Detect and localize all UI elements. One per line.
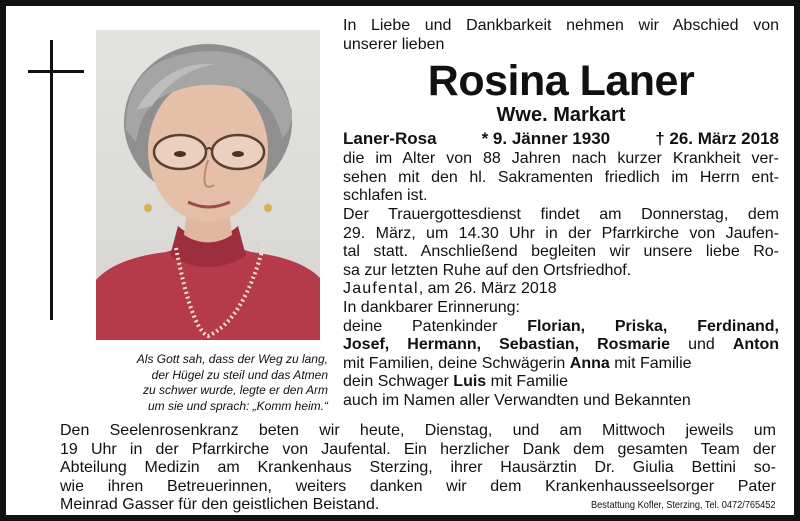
death-date: † 26. März 2018: [655, 129, 779, 149]
text-fragment: und: [670, 336, 733, 354]
service-paragraph: [343, 206, 779, 280]
text-line: sa zur letzten Ruhe auf den Ortsfriedhof.: [343, 261, 632, 279]
intro-line: unserer lieben: [343, 35, 445, 53]
text-fragment: mit Familie: [609, 354, 692, 372]
text-line: Der Trauergottesdienst findet am Donnerstag, dem: [343, 205, 779, 223]
quote-line: der Hügel zu steil und das Atmen: [151, 367, 328, 382]
sister-in-law-name: Anna: [569, 354, 610, 372]
relatives-line: auch im Namen aller Verwandten und Bekannten: [343, 391, 691, 409]
text-line: Abteilung Medizin am Krankenhaus Sterzing, ihrer Hausärztin Dr. Giulia Bettini so-: [60, 459, 776, 477]
portrait-photo: [96, 30, 320, 340]
text-line: Meinrad Gasser für den geistlichen Beistand.: [60, 496, 380, 514]
godchildren-names: Florian, Priska, Ferdinand,: [527, 317, 779, 335]
notice-text-column: [343, 17, 779, 411]
death-paragraph: [343, 150, 779, 206]
text-line: wie ihren Betreuerinnen, weiters danken wir dem Krankenhausseelsorger Pater: [60, 477, 776, 495]
mourners-list: [343, 318, 779, 411]
quote-line: Als Gott sah, dass der Weg zu lang,: [136, 352, 328, 366]
place-date: [343, 280, 779, 299]
quote-line: um sie und sprach: „Komm heim.“: [147, 398, 328, 413]
portrait-illustration: [96, 30, 320, 340]
intro-line: In Liebe und Dankbarkeit nehmen wir Abschied von: [343, 17, 779, 34]
intro-text: [343, 17, 779, 54]
text-line: 19 Uhr in der Pfarrkirche von Jaufental. Ein herzlicher Dank dem gesamten Team der: [60, 440, 776, 458]
text-line: schlafen ist.: [343, 187, 428, 205]
mourners-line: [343, 355, 779, 374]
cross-icon: [50, 40, 53, 320]
widow-name: Wwe. Markart: [496, 104, 626, 127]
life-dates: [343, 128, 779, 150]
memory-heading: In dankbarer Erinnerung:: [343, 298, 520, 316]
deceased-name: Rosina Laner: [427, 57, 695, 106]
text-line: Den Seelenrosenkranz beten wir heute, Dienstag, und am Mittwoch jeweils um: [60, 422, 776, 439]
mourners-line: [343, 336, 779, 355]
text-line: 29. März, um 14.30 Uhr in der Pfarrkirche von Jaufen-: [343, 224, 779, 242]
godchild-name: Anton: [732, 336, 780, 354]
place: Jaufental: [343, 280, 419, 298]
cross-icon-bar: [28, 70, 84, 73]
mourners-line: [343, 373, 779, 392]
brother-in-law-name: Luis: [453, 373, 487, 391]
text-fragment: mit Familie: [486, 373, 568, 391]
nickname: Laner-Rosa: [343, 129, 437, 149]
text-fragment: deine Patenkinder: [343, 317, 528, 335]
text-line: die im Alter von 88 Jahren nach kurzer Krankheit ver-: [343, 150, 779, 168]
text-fragment: dein Schwager: [343, 373, 454, 391]
funeral-home-credit: Bestattung Kofler, Sterzing, Tel. 0472/765452: [591, 500, 776, 511]
godchildren-names: Josef, Hermann, Sebastian, Rosmarie: [343, 336, 671, 354]
mourners-line: [343, 318, 779, 337]
birth-date: * 9. Jänner 1930: [481, 129, 611, 149]
quote-line: zu schwer wurde, legte er den Arm: [143, 383, 328, 397]
text-line: tal statt. Anschließend begleiten wir unsere liebe Ro-: [343, 243, 779, 261]
memorial-quote: [88, 352, 328, 414]
text-line: sehen mit den hl. Sakramenten friedlich im Herrn ent-: [343, 168, 779, 186]
date: , am 26. März 2018: [418, 280, 557, 298]
text-fragment: mit Familien, deine Schwägerin: [343, 354, 570, 372]
